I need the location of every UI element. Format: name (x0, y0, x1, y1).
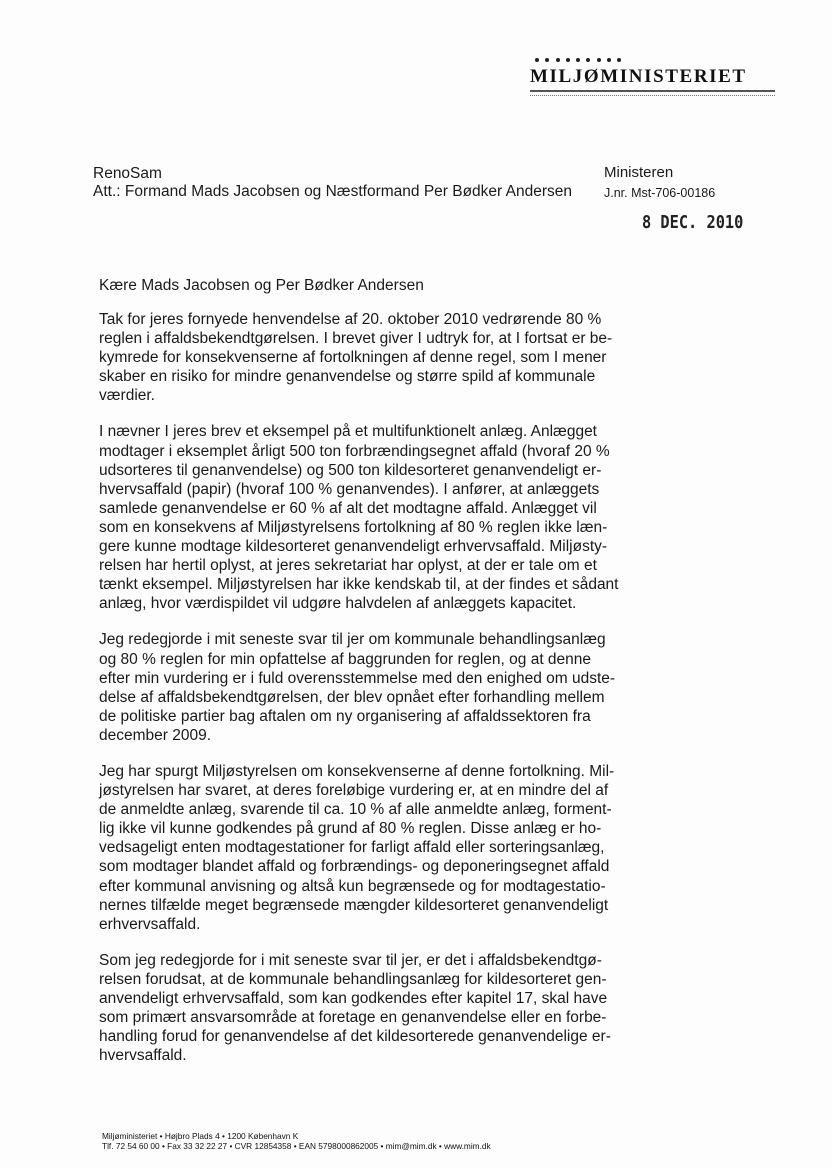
paragraph-5 (99, 951, 639, 1066)
paragraph-line: december 2009. (99, 726, 212, 744)
paragraph-line: Tak for jeres fornyede henvendelse af 20. oktober 2010 vedrørende 80 % (99, 311, 602, 328)
paragraph-1 (99, 310, 639, 405)
paragraph-line: nernes tilfælde meget begrænsede mængder kildesorteret genanvendeligt (99, 896, 609, 914)
paragraph-line: relsen forudsat, at de kommunale behandlingsanlæg for kildesorteret gen- (99, 970, 607, 988)
paragraph-line: I nævner I jeres brev et eksempel på et multifunktionelt anlæg. Anlægget (99, 423, 597, 441)
paragraph-line: de politiske partier bag aftalen om ny organisering af affaldssektoren fra (99, 707, 591, 725)
recipient-organization: RenoSam (93, 165, 162, 182)
salutation: Kære Mads Jacobsen og Per Bødker Andersen (99, 277, 424, 294)
paragraph-line: gere kunne modtage kildesorteret genanvendeligt erhvervsaffald. Miljøsty- (99, 538, 608, 556)
paragraph-line: udsorteres til genanvendelse) og 500 ton kildesorteret genanvendeligt er- (99, 461, 602, 479)
paragraph-line: Som jeg redegjorde for i mit seneste svar til jer, er det i affaldsbekendtgø- (99, 951, 602, 969)
paragraph-line: kymrede for konsekvenserne af fortolkningen af denne regel, som I mener (99, 349, 607, 367)
paragraph-line: anvendeligt erhvervsaffald, som kan godkendes efter kapitel 17, skal have (99, 990, 608, 1007)
paragraph-line: handling forud for genanvendelse af det kildesorterede genanvendelige er- (99, 1028, 611, 1046)
logo-rule (530, 90, 775, 96)
footer-contact: Tlf. 72 54 60 00 • Fax 33 32 22 27 • CVR 12854358 • EAN 5798000862005 • mim@mim.dk • www.mim.dk (102, 1141, 491, 1151)
recipient-address (93, 165, 572, 201)
paragraph-line: Jeg har spurgt Miljøstyrelsen om konsekvenserne af denne fortolkning. Mil- (99, 762, 615, 780)
paragraph-line: relsen har hertil oplyst, at jeres sekretariat har oplyst, at der er tale om et (99, 557, 597, 575)
paragraph-line: reglen i affaldsbekendtgørelsen. I brevet giver I udtryk for, at I fortsat er be- (99, 330, 613, 348)
paragraph-line: samlede genanvendelse er 60 % af alt det modtagne affald. Anlægget vil (99, 499, 597, 517)
paragraph-line: lig ikke vil kunne godkendes på grund af 80 % reglen. Disse anlæg er ho- (99, 820, 602, 838)
paragraph-line: efter min vurdering er i fuld overensstemmelse med den enighed om udste- (99, 669, 616, 687)
paragraph-line: tænkt eksempel. Miljøstyrelsen har ikke kendskab til, at der findes et sådant (99, 576, 619, 594)
paragraph-line: modtager i eksemplet årligt 500 ton forbrændingsegnet affald (hvoraf 20 % (99, 442, 610, 460)
paragraph-line: hvervsaffald. (99, 1047, 187, 1065)
footer (102, 1131, 491, 1151)
paragraph-2 (99, 422, 639, 613)
sender-title: Ministeren (604, 164, 674, 181)
journal-number: J.nr. Mst-706-00186 (604, 186, 716, 200)
paragraph-3 (99, 630, 639, 745)
paragraph-line: skaber en risiko for mindre genanvendelse og større spild af kommunale (99, 368, 596, 386)
paragraph-line: Jeg redegjorde i mit seneste svar til jer om kommunale behandlingsanlæg (99, 631, 606, 649)
paragraph-line: de anmeldte anlæg, svarende til ca. 10 % af alle anmeldte anlæg, forment- (99, 801, 612, 819)
paragraph-line: jøstyrelsen har svaret, at deres foreløbige vurdering er, at en mindre del af (99, 782, 609, 800)
paragraph-line: hvervsaffald (papir) (hvoraf 100 % genanvendes). I anfører, at anlæggets (99, 480, 600, 498)
paragraph-line: som primært ansvarsområde at foretage en genanvendelse eller en forbe- (99, 1009, 607, 1027)
footer-address: Miljøministeriet • Højbro Plads 4 • 1200 København K (102, 1131, 299, 1141)
paragraph-line: som en konsekvens af Miljøstyrelsens fortolkning af 80 % reglen ikke læn- (99, 518, 608, 536)
logo-dots (535, 58, 621, 64)
paragraph-4 (99, 762, 639, 934)
paragraph-line: anlæg, hvor værdispildet vil udgøre halvdelen af anlæggets kapacitet. (99, 595, 577, 613)
ministry-logo: MILJØMINISTERIET (530, 66, 747, 87)
paragraph-line: værdier. (99, 387, 155, 405)
paragraph-line: erhvervsaffald. (99, 915, 201, 933)
paragraph-line: og 80 % reglen for min opfattelse af baggrunden for reglen, og at denne (99, 650, 592, 668)
sender-info (604, 164, 715, 200)
date-stamp: 8 DEC. 2010 (642, 212, 744, 233)
paragraph-line: efter kommunal anvisning og altså kun begrænsede og for modtagestatio- (99, 877, 606, 895)
paragraph-line: som modtager blandet affald og forbrændings- og deponeringsegnet affald (99, 858, 610, 876)
letter-body (99, 310, 639, 1082)
paragraph-line: delse af affaldsbekendtgørelsen, der blev opnået efter forhandling mellem (99, 688, 605, 706)
paragraph-line: vedsageligt enten modtagestationer for farligt affald eller sorteringsanlæg, (99, 839, 605, 857)
recipient-attention: Att.: Formand Mads Jacobsen og Næstformand Per Bødker Andersen (93, 183, 573, 200)
